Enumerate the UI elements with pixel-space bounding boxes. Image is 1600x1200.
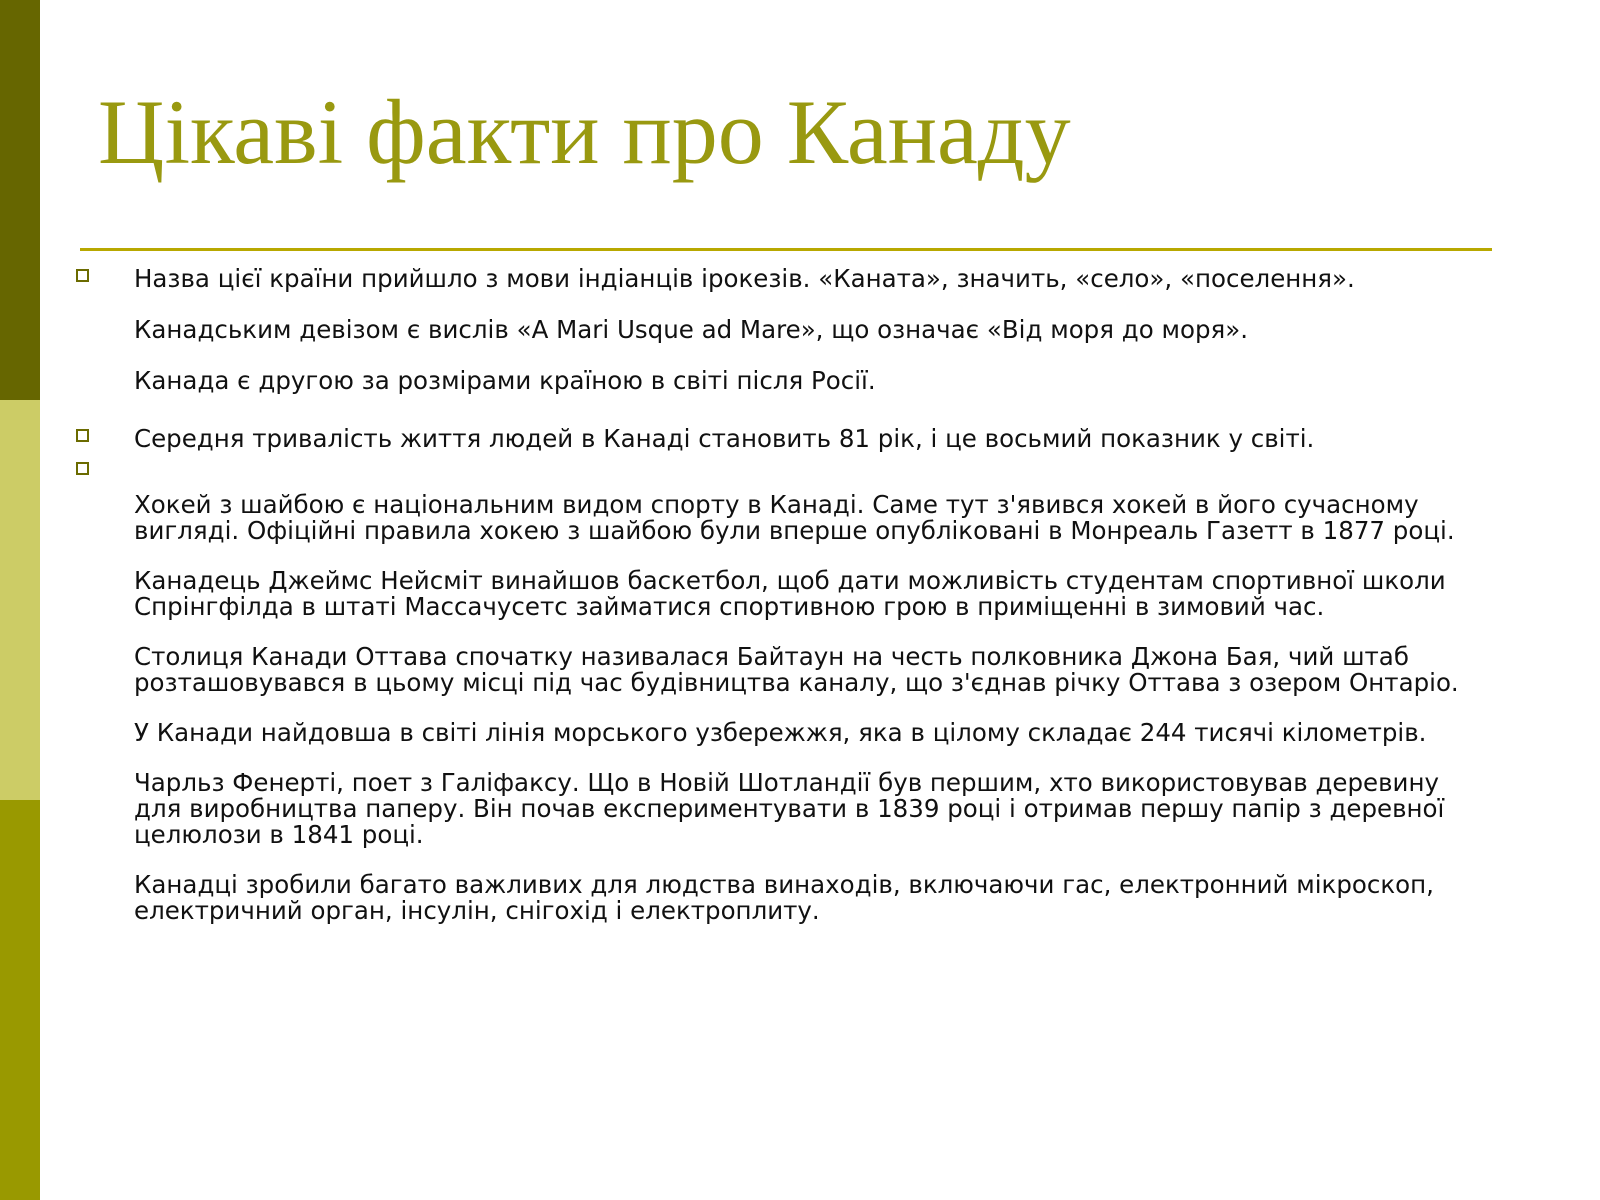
fact-motto: Канадським девізом є вислів «A Mari Usque ad Mare», що означає «Від моря до моря». <box>134 315 1249 344</box>
fact-ottawa: Столиця Канади Оттава спочатку називалася Байтаун на честь полковника Джона Бая, чий штаб розташовувався в цьому місці під час будівництва каналу, що з'єднав річку Оттава з озером Онтаріо. <box>134 642 1459 697</box>
side-band-bottom <box>0 800 40 1200</box>
side-band-middle <box>0 400 40 800</box>
fact-size: Канада є другою за розмірами країною в світі після Росії. <box>134 366 876 395</box>
hollow-square-bullet-icon <box>76 462 89 475</box>
title-underline <box>80 248 1492 251</box>
fact-coastline: У Канади найдовша в світі лінія морського узбережжя, яка в цілому складає 244 тисячі кілометрів. <box>134 718 1427 747</box>
slide-title: Цікаві факти про Канаду <box>98 81 1071 183</box>
hollow-square-bullet-icon <box>76 269 89 282</box>
fact-basketball: Канадець Джеймс Нейсміт винайшов баскетбол, щоб дати можливість студентам спортивної школи Спрінгфілда в штаті Массачусетс займатися спортивною грою в приміщенні в зимовий час. <box>134 566 1446 621</box>
side-band-top <box>0 0 40 400</box>
slide-content <box>72 262 1472 924</box>
fact-inventions: Канадці зробили багато важливих для людства винаходів, включаючи гас, електронний мікроскоп, електричний орган, інсулін, снігохід і електроплиту. <box>134 870 1434 925</box>
fact-paper: Чарльз Фенерті, поет з Галіфаксу. Що в Новій Шотландії був першим, хто використовував деревину для виробництва паперу. Він почав експериментувати в 1839 році і отримав першу папір з деревної целюлози в 1841 році. <box>134 768 1445 849</box>
fact-name-origin: Назва цієї країни прийшло з мови індіанців ірокезів. «Каната», значить, «село», «поселення». <box>134 264 1355 293</box>
fact-life-expectancy: Середня тривалість життя людей в Канаді становить 81 рік, і це восьмий показник у світі. <box>134 424 1315 453</box>
hollow-square-bullet-icon <box>76 429 89 442</box>
bullet-group-2 <box>72 422 1472 456</box>
bullet-group-3 <box>72 456 1472 924</box>
bullet-group-1 <box>72 262 1472 398</box>
fact-hockey: Хокей з шайбою є національним видом спорту в Канаді. Саме тут з'явився хокей в його сучасному вигляді. Офіційні правила хокею з шайбою були вперше опубліковані в Монреаль Газетт в 1877 році. <box>134 490 1455 545</box>
